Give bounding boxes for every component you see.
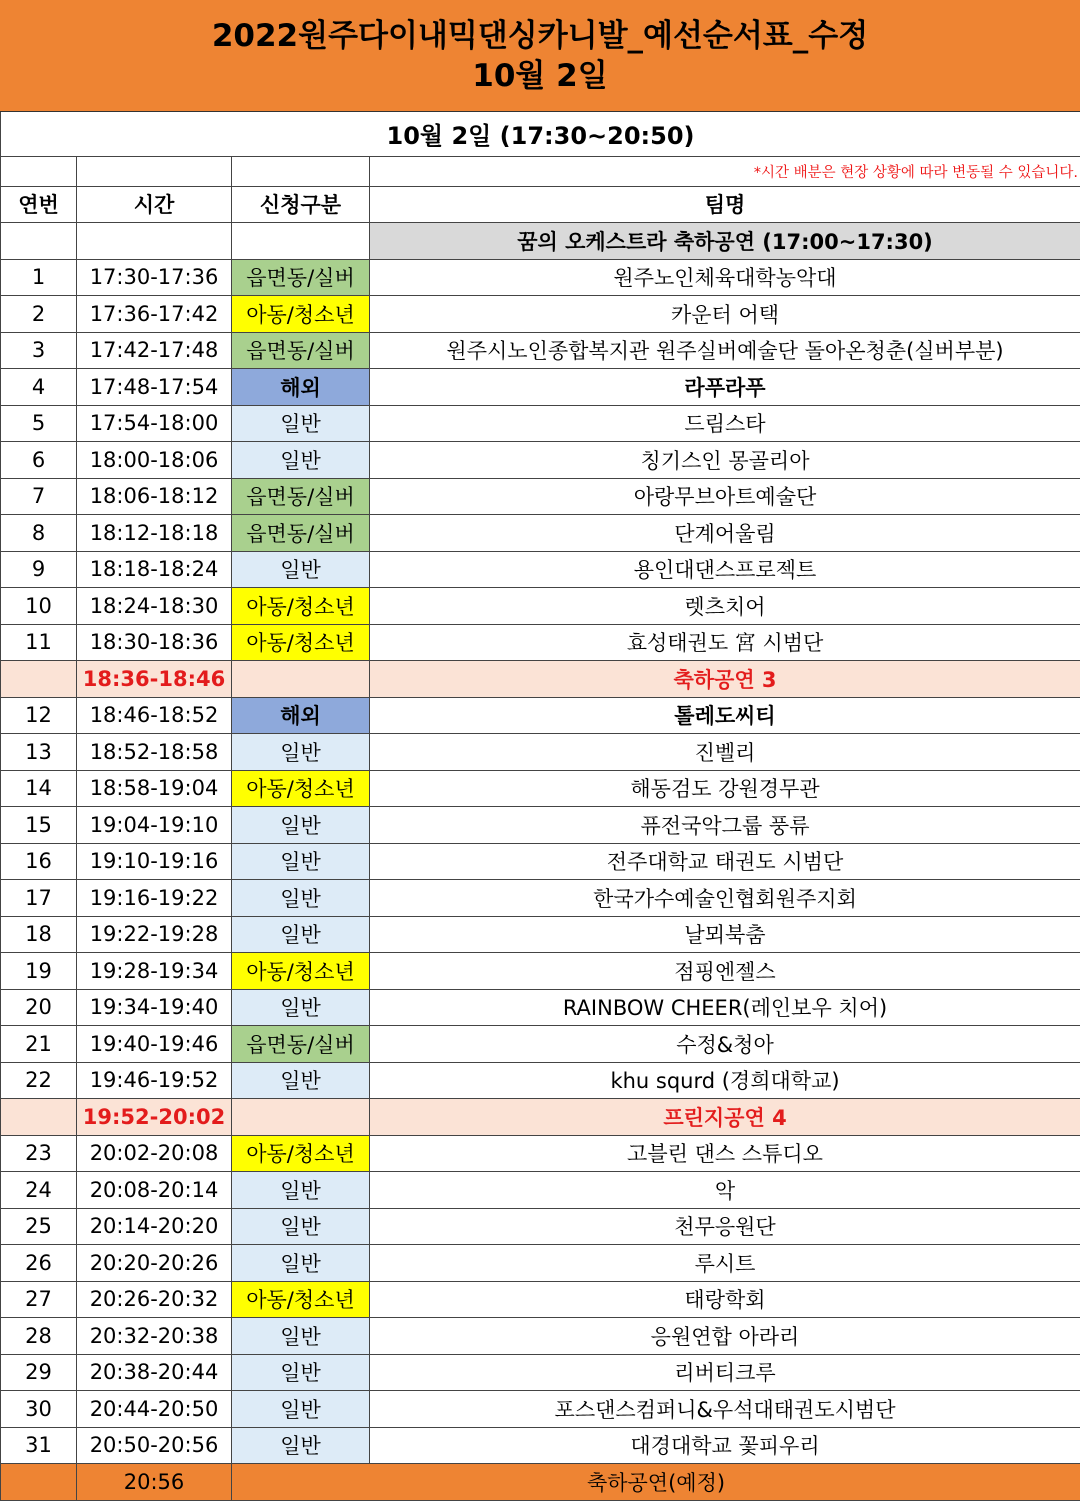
row-number: 21 — [1, 1026, 77, 1063]
row-team: 전주대학교 태권도 시범단 — [370, 843, 1080, 880]
table-row — [1, 989, 1080, 1026]
row-time: 20:26-20:32 — [77, 1281, 232, 1318]
row-time: 17:36-17:42 — [77, 296, 232, 333]
break-performance: 프린지공연 4 — [370, 1099, 1080, 1136]
row-time: 20:38-20:44 — [77, 1354, 232, 1391]
table-row — [1, 807, 1080, 844]
final-row — [1, 1464, 1080, 1501]
row-team: 고블린 댄스 스튜디오 — [370, 1135, 1080, 1172]
row-team: 라푸라푸 — [370, 369, 1080, 406]
final-performance: 축하공연(예정) — [232, 1464, 1080, 1501]
row-number: 12 — [1, 697, 77, 734]
row-time: 19:34-19:40 — [77, 989, 232, 1026]
empty-cell — [77, 223, 232, 260]
row-category: 일반 — [232, 405, 370, 442]
row-number: 26 — [1, 1245, 77, 1282]
row-number: 6 — [1, 442, 77, 479]
row-category: 해외 — [232, 697, 370, 734]
opening-performance: 꿈의 오케스트라 축하공연 (17:00~17:30) — [370, 223, 1080, 260]
break-row — [1, 1099, 1080, 1136]
break-time: 19:52-20:02 — [77, 1099, 232, 1136]
empty-cell — [232, 1099, 370, 1136]
row-team: 태랑학회 — [370, 1281, 1080, 1318]
table-row — [1, 734, 1080, 771]
row-time: 19:16-19:22 — [77, 880, 232, 917]
note-row — [1, 156, 1080, 186]
table-row — [1, 1172, 1080, 1209]
row-time: 18:58-19:04 — [77, 770, 232, 807]
table-row — [1, 1427, 1080, 1464]
break-row — [1, 661, 1080, 698]
row-number: 20 — [1, 989, 77, 1026]
row-category: 일반 — [232, 1245, 370, 1282]
row-time: 19:28-19:34 — [77, 953, 232, 990]
header-row — [1, 186, 1080, 223]
row-category: 아동/청소년 — [232, 588, 370, 625]
row-team: 단계어울림 — [370, 515, 1080, 552]
row-category: 일반 — [232, 989, 370, 1026]
row-time: 18:46-18:52 — [77, 697, 232, 734]
row-number: 7 — [1, 478, 77, 515]
row-category: 읍면동/실버 — [232, 1026, 370, 1063]
row-time: 17:48-17:54 — [77, 369, 232, 406]
table-row — [1, 442, 1080, 479]
row-number: 15 — [1, 807, 77, 844]
empty-cell — [232, 156, 370, 186]
row-category: 일반 — [232, 734, 370, 771]
row-category: 아동/청소년 — [232, 953, 370, 990]
break-performance: 축하공연 3 — [370, 661, 1080, 698]
table-row — [1, 369, 1080, 406]
row-category: 일반 — [232, 1427, 370, 1464]
row-number: 29 — [1, 1354, 77, 1391]
opening-row — [1, 223, 1080, 260]
empty-cell — [1, 1464, 77, 1501]
row-number: 1 — [1, 259, 77, 296]
table-row — [1, 1354, 1080, 1391]
row-time: 18:12-18:18 — [77, 515, 232, 552]
row-number: 13 — [1, 734, 77, 771]
table-row — [1, 770, 1080, 807]
row-category: 일반 — [232, 916, 370, 953]
row-time: 19:22-19:28 — [77, 916, 232, 953]
row-time: 17:54-18:00 — [77, 405, 232, 442]
row-team: 해동검도 강원경무관 — [370, 770, 1080, 807]
table-row — [1, 588, 1080, 625]
row-team: 진벨리 — [370, 734, 1080, 771]
row-time: 18:06-18:12 — [77, 478, 232, 515]
row-team: 악 — [370, 1172, 1080, 1209]
row-time: 18:18-18:24 — [77, 551, 232, 588]
row-number: 8 — [1, 515, 77, 552]
row-team: 점핑엔젤스 — [370, 953, 1080, 990]
row-time: 19:10-19:16 — [77, 843, 232, 880]
row-time: 19:46-19:52 — [77, 1062, 232, 1099]
row-time: 18:24-18:30 — [77, 588, 232, 625]
row-team: 카운터 어택 — [370, 296, 1080, 333]
table-row — [1, 880, 1080, 917]
sheet-header — [0, 0, 1080, 112]
row-team: 리버티크루 — [370, 1354, 1080, 1391]
row-time: 18:30-18:36 — [77, 624, 232, 661]
row-number: 9 — [1, 551, 77, 588]
row-category: 일반 — [232, 442, 370, 479]
row-time: 20:08-20:14 — [77, 1172, 232, 1209]
col-header-team: 팀명 — [370, 186, 1080, 223]
row-number: 24 — [1, 1172, 77, 1209]
row-team: 원주시노인종합복지관 원주실버예술단 돌아온청춘(실버부분) — [370, 332, 1080, 369]
row-number: 27 — [1, 1281, 77, 1318]
table-row — [1, 1391, 1080, 1428]
empty-cell — [77, 156, 232, 186]
col-header-category: 신청구분 — [232, 186, 370, 223]
sheet-date: 10월 2일 — [472, 57, 608, 94]
row-team: 한국가수예술인협회원주지회 — [370, 880, 1080, 917]
row-team: 포스댄스컴퍼니&우석대태권도시범단 — [370, 1391, 1080, 1428]
row-time: 19:04-19:10 — [77, 807, 232, 844]
row-category: 읍면동/실버 — [232, 515, 370, 552]
row-team: 아랑무브아트예술단 — [370, 478, 1080, 515]
schedule-subtitle: 10월 2일 (17:30~20:50) — [1, 112, 1080, 156]
row-number: 23 — [1, 1135, 77, 1172]
row-team: 날뫼북춤 — [370, 916, 1080, 953]
row-number: 3 — [1, 332, 77, 369]
row-category: 일반 — [232, 1391, 370, 1428]
table-row — [1, 953, 1080, 990]
row-time: 17:30-17:36 — [77, 259, 232, 296]
table-row — [1, 916, 1080, 953]
table-row — [1, 624, 1080, 661]
row-category: 일반 — [232, 551, 370, 588]
row-category: 아동/청소년 — [232, 624, 370, 661]
row-team: 칭기스인 몽골리아 — [370, 442, 1080, 479]
row-number: 2 — [1, 296, 77, 333]
row-team: 퓨전국악그룹 풍류 — [370, 807, 1080, 844]
row-team: 응원연합 아라리 — [370, 1318, 1080, 1355]
row-number: 5 — [1, 405, 77, 442]
row-number: 17 — [1, 880, 77, 917]
row-team: 렛츠치어 — [370, 588, 1080, 625]
row-team: 수정&청아 — [370, 1026, 1080, 1063]
row-category: 일반 — [232, 1318, 370, 1355]
row-category: 일반 — [232, 1208, 370, 1245]
empty-cell — [1, 223, 77, 260]
row-time: 20:50-20:56 — [77, 1427, 232, 1464]
table-row — [1, 1135, 1080, 1172]
row-time: 20:20-20:26 — [77, 1245, 232, 1282]
row-time: 19:40-19:46 — [77, 1026, 232, 1063]
row-number: 31 — [1, 1427, 77, 1464]
schedule-table — [0, 112, 1080, 1501]
table-row — [1, 1062, 1080, 1099]
row-time: 20:14-20:20 — [77, 1208, 232, 1245]
row-time: 18:00-18:06 — [77, 442, 232, 479]
table-row — [1, 515, 1080, 552]
row-number: 10 — [1, 588, 77, 625]
row-time: 20:32-20:38 — [77, 1318, 232, 1355]
table-row — [1, 551, 1080, 588]
row-category: 일반 — [232, 1354, 370, 1391]
sheet-title: 2022원주다이내믹댄싱카니발_예선순서표_수정 — [211, 17, 869, 54]
row-number: 16 — [1, 843, 77, 880]
subtitle-row — [1, 112, 1080, 156]
row-team: 용인대댄스프로젝트 — [370, 551, 1080, 588]
row-number: 18 — [1, 916, 77, 953]
row-team: RAINBOW CHEER(레인보우 치어) — [370, 989, 1080, 1026]
row-number: 28 — [1, 1318, 77, 1355]
row-category: 해외 — [232, 369, 370, 406]
table-row — [1, 843, 1080, 880]
table-row — [1, 1281, 1080, 1318]
table-row — [1, 296, 1080, 333]
row-number: 30 — [1, 1391, 77, 1428]
row-category: 일반 — [232, 1062, 370, 1099]
row-team: 드림스타 — [370, 405, 1080, 442]
col-header-time: 시간 — [77, 186, 232, 223]
row-time: 20:02-20:08 — [77, 1135, 232, 1172]
table-row — [1, 478, 1080, 515]
table-row — [1, 405, 1080, 442]
row-number: 14 — [1, 770, 77, 807]
row-number: 25 — [1, 1208, 77, 1245]
row-category: 일반 — [232, 880, 370, 917]
row-team: 천무응원단 — [370, 1208, 1080, 1245]
row-category: 일반 — [232, 1172, 370, 1209]
row-category: 일반 — [232, 843, 370, 880]
row-team: 대경대학교 꽃피우리 — [370, 1427, 1080, 1464]
row-number: 11 — [1, 624, 77, 661]
row-number: 19 — [1, 953, 77, 990]
row-category: 읍면동/실버 — [232, 332, 370, 369]
row-team: 원주노인체육대학농악대 — [370, 259, 1080, 296]
table-row — [1, 259, 1080, 296]
empty-cell — [1, 661, 77, 698]
row-team: khu squrd (경희대학교) — [370, 1062, 1080, 1099]
table-row — [1, 1318, 1080, 1355]
row-time: 18:52-18:58 — [77, 734, 232, 771]
row-time: 20:44-20:50 — [77, 1391, 232, 1428]
table-row — [1, 1245, 1080, 1282]
row-number: 22 — [1, 1062, 77, 1099]
table-row — [1, 332, 1080, 369]
empty-cell — [232, 223, 370, 260]
table-row — [1, 697, 1080, 734]
row-number: 4 — [1, 369, 77, 406]
row-team: 루시트 — [370, 1245, 1080, 1282]
row-category: 일반 — [232, 807, 370, 844]
empty-cell — [1, 156, 77, 186]
row-category: 아동/청소년 — [232, 770, 370, 807]
schedule-note: *시간 배분은 현장 상황에 따라 변동될 수 있습니다. — [370, 156, 1080, 186]
col-header-no: 연번 — [1, 186, 77, 223]
row-team: 톨레도씨티 — [370, 697, 1080, 734]
empty-cell — [1, 1099, 77, 1136]
row-team: 효성태권도 宮 시범단 — [370, 624, 1080, 661]
row-category: 읍면동/실버 — [232, 259, 370, 296]
table-row — [1, 1026, 1080, 1063]
final-time: 20:56 — [77, 1464, 232, 1501]
row-time: 17:42-17:48 — [77, 332, 232, 369]
row-category: 아동/청소년 — [232, 1281, 370, 1318]
empty-cell — [232, 661, 370, 698]
row-category: 아동/청소년 — [232, 1135, 370, 1172]
row-category: 읍면동/실버 — [232, 478, 370, 515]
row-category: 아동/청소년 — [232, 296, 370, 333]
break-time: 18:36-18:46 — [77, 661, 232, 698]
table-row — [1, 1208, 1080, 1245]
